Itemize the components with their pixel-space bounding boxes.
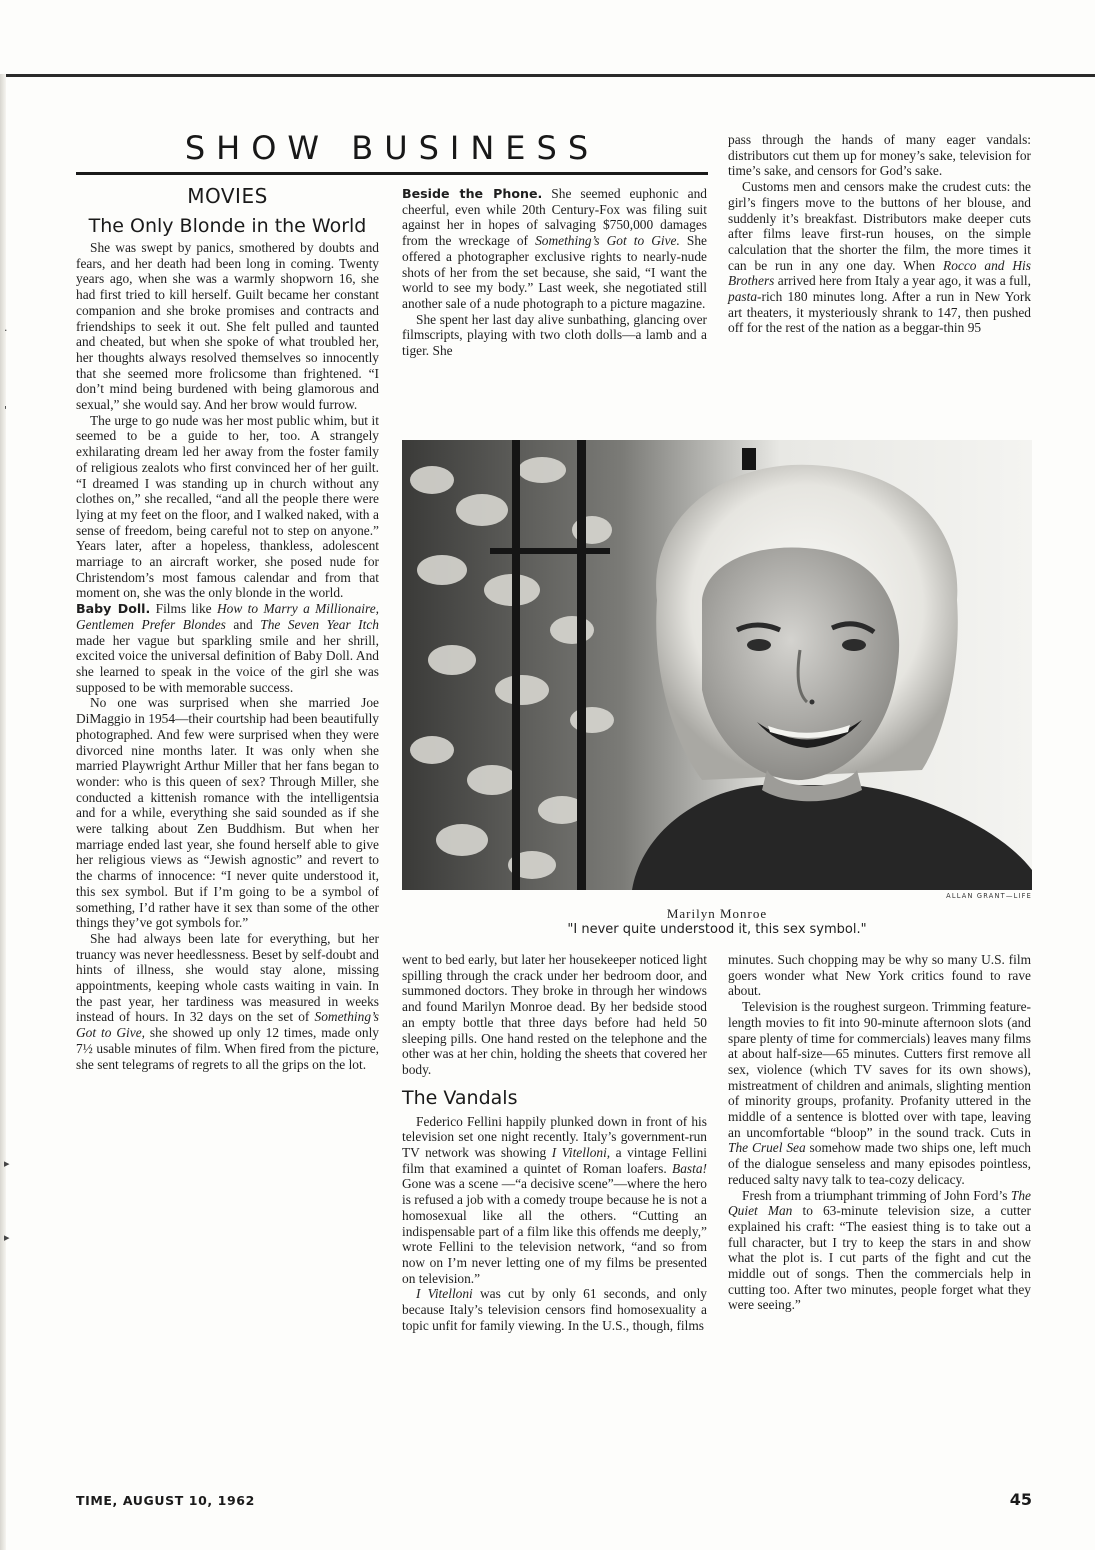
title-italic: How to Marry a Millionaire, Gentlemen Prefer Blondes bbox=[76, 601, 379, 632]
binding-mark: ' bbox=[4, 404, 8, 417]
subhead: Baby Doll. bbox=[76, 601, 151, 617]
binding-mark: . bbox=[4, 321, 8, 334]
title-italic: I Vitelloni, bbox=[551, 1145, 611, 1161]
text-run: and bbox=[225, 616, 261, 632]
text-run: -rich 180 minutes long. After a run in New York art theaters, it mysteriously shrank to 147, then pushed off for the rest of the nation as a beggar-thin 95 bbox=[728, 289, 1031, 336]
title-italic: The Seven Year Itch bbox=[260, 616, 379, 632]
article-headline: The Vandals bbox=[402, 1086, 518, 1109]
paragraph: The urge to go nude was her most public whim, but it seemed to be a guide to her, too. A strangely exhilarating dream led her away from the foster family of religious zealots who first convinced her of her guilt. “I dreamed I was standing up in church without any clothes on,” she recalled, “and all the people there were lying at my feet on the floor, and I walked naked, with a sense of freedom, being careful not to step on anyone.” Years later, after a hopeless, thankless, adolescent marriage to an aircraft worker, she posed nude for Christendom’s most famous calendar and from that moment on, she was the only blonde in the world. bbox=[76, 412, 379, 601]
text-run: Films like bbox=[150, 601, 217, 617]
paragraph bbox=[402, 186, 707, 312]
paragraph bbox=[402, 1286, 707, 1333]
paragraph bbox=[402, 1114, 707, 1287]
caption-name: Marilyn Monroe bbox=[666, 906, 768, 921]
paragraph bbox=[76, 601, 379, 695]
binding-mark: ▸ bbox=[4, 1231, 10, 1244]
column-2-top bbox=[402, 186, 707, 359]
italic-word: Basta! bbox=[672, 1160, 707, 1176]
monroe-photograph bbox=[402, 440, 1032, 890]
column-3-bottom bbox=[728, 952, 1031, 1313]
text-run: she showed up only 12 times, made only 7½ usable minutes of film. When fired from the picture, she sent telegrams of regrets to all the grips on the lot. bbox=[76, 1025, 379, 1072]
article-headline: The Only Blonde in the World bbox=[88, 215, 367, 237]
text-run: Customs men and censors make the crudest cuts: the girl’s fingers move to the buttons of her blouse, and suddenly it’s breakfast. Distributors make deeper cuts after films leave first-run houses, on the simple calculation that the shorter the film, the more times it can be run in any one day. When bbox=[728, 179, 1031, 273]
column-1 bbox=[76, 178, 379, 1072]
column-3-top bbox=[728, 132, 1031, 336]
paragraph: She spent her last day alive sunbathing, glancing over filmscripts, playing with two cloth dolls—a lamb and a tiger. She bbox=[402, 311, 707, 359]
binding-mark: ▸ bbox=[4, 1157, 10, 1170]
text-run: She offered a photographer exclusive rights to nearly-nude shots of her from the set because, she said, “I want the world to see my body.” Last week, she negotiated still another sale of a nude photograph to a picture magazine. bbox=[402, 233, 708, 311]
paragraph: No one was surprised when she married Joe DiMaggio in 1954—their courtship had been beautifully photographed. And few were surprised when they were divorced nine months later. It was only when she married Playwright Arthur Miller that her fans began to wonder: who is this queen of sex? Through Miller, she conducted a kittenish romance with the intelligentsia and for a while, everything she said sounded as if she were talking about Zen Buddhism. But when her marriage ended last year, she found herself able to give her religious views as “Jewish agnostic” and revert to the charms of innocence: “I never quite understood it, this sex symbol. But if I’m going to be a symbol of something, I’d rather have it sex than some of the other things they’ve got symbols for.” bbox=[76, 695, 379, 931]
italic-word: pasta bbox=[728, 289, 758, 305]
page-left-edge bbox=[0, 74, 6, 1550]
photo-credit: ALLAN GRANT—LIFE bbox=[946, 892, 1032, 900]
text-run: arrived here from Italy a year ago, it was a full, bbox=[774, 273, 1031, 289]
paragraph: pass through the hands of many eager vandals: distributors cut them up for money’s sake, television for time’s sake, and censors for God’s sake. bbox=[728, 132, 1031, 179]
section-title: SHOW BUSINESS bbox=[184, 129, 600, 167]
title-italic: Something’s Got to Give, bbox=[76, 1009, 379, 1041]
text-run: a vintage Fellini film that examined a quintet of Roman loafers. bbox=[402, 1145, 707, 1176]
footer-issue-date: TIME, AUGUST 10, 1962 bbox=[76, 1493, 255, 1508]
title-italic: Something’s Got to Give. bbox=[535, 233, 680, 249]
paragraph: She was swept by panics, smothered by doubts and fears, and her death had been long in coming. Twenty years ago, when she was a warmly shopworn 16, she had first tried to kill herself. Guilt became her constant companion and she broke promises and contracts and friendships to seek it out. She felt pulled and taunted and cheated, but when she spoke of what troubled her, her thoughts always resolved themselves so innocently that she seemed more frolicsome than frightened. “I don’t mind being burdened with being glamorous and sexual,” she would say. And her brow would furrow. bbox=[76, 240, 379, 413]
title-italic: Rocco and His Brothers bbox=[728, 257, 1031, 289]
text-run: Television is the roughest surgeon. Trimming feature-length movies to fit into 90-minute afternoon slots (and spare plenty of time for commercials) leaves many films at about half-size—65 minutes. Cutters first remove all sex, violence (which TV saves for its own shows), mistreatment of children and animals, slighting mention of minority groups, profanity. Profanity uttered in the middle of a sentence is blotted over with tape, leaving an uncomfortable “bloop” in the sound track. Cuts in bbox=[728, 999, 1031, 1140]
paragraph: went to bed early, but later her housekeeper noticed light spilling through the crack under her bedroom door, and summoned doctors. They broke in through her windows and found Marilyn Monroe dead. By her bedside stood an empty bottle that three days before had held 50 sleeping pills. One hand rested on the telephone and the other was at her chin, holding the sheets that covered her body. bbox=[402, 952, 707, 1077]
title-italic: I Vitelloni bbox=[416, 1286, 473, 1302]
paragraph bbox=[728, 1188, 1031, 1314]
top-rule bbox=[0, 74, 1095, 77]
text-run: to 63-minute television size, a cutter explained his craft: “The easiest thing is to take out a full character, but I try to keep the stars in and show what the plot is. I cut parts of the fight and cut the middle out of songs. Then the commercials help in cutting too. After two minutes, people forget what they were seeing.” bbox=[728, 1203, 1031, 1313]
photo-illustration bbox=[402, 440, 1032, 890]
text-run: was cut by only 61 seconds, and only because Italy’s television censors find homosexuality a topic unfit for family viewing. In the U.S., though, films bbox=[402, 1286, 707, 1333]
department-heading: MOVIES bbox=[187, 184, 268, 208]
text-run: made her vague but sparkling smile and her shrill, excited voice the universal definition of Baby Doll. And she learned to speak in the voice of the girl she was supposed to be with memorable success. bbox=[76, 632, 379, 695]
title-italic: The Cruel Sea bbox=[728, 1140, 806, 1156]
paragraph bbox=[76, 931, 379, 1072]
caption-quote: "I never quite understood it, this sex symbol." bbox=[567, 922, 867, 937]
text-run: Fresh from a triumphant trimming of John Ford’s bbox=[742, 1187, 1011, 1203]
section-rule bbox=[76, 172, 708, 175]
paragraph: minutes. Such chopping may be why so many U.S. film goers wonder what New York critics found to rave about. bbox=[728, 952, 1031, 999]
page-number: 45 bbox=[1009, 1490, 1032, 1509]
subhead: Beside the Phone. bbox=[402, 186, 543, 201]
text-run: Gone was a scene —“a decisive scene”—where the hero is refused a job with a comedy troupe because he is not a homosexual like all the others. “Cutting an indispensable part of a film like this offends me deeply,” wrote Fellini to the television network, “and so from now on I’m never letting one of my films be presented on television.” bbox=[402, 1176, 707, 1286]
column-2-bottom bbox=[402, 952, 707, 1333]
paragraph bbox=[728, 179, 1031, 336]
text-run: She seemed euphonic and cheerful, even while 20th Century-Fox was filing suit against her in hopes of salvaging $750,000 damages from the wreckage of bbox=[402, 186, 707, 249]
text-run: somehow made two ships one, left much of the dialogue senseless and many episodes pointless, reduced salty navy talk to tea-cozy delicacy. bbox=[728, 1140, 1031, 1187]
paragraph bbox=[728, 999, 1031, 1187]
text-run: Federico Fellini happily plunked down in front of his television set one night recently. Italy’s government-run TV network was showing bbox=[402, 1113, 707, 1161]
title-italic: The Quiet Man bbox=[728, 1187, 1031, 1219]
text-run: She had always been late for everything, but her truancy was never heedlessness. Beset by self-doubt and hints of illness, she would stay alone, missing appointments, keeping whole casts waiting in vain. In the past year, her tardiness was measured in weeks instead of hours. In 32 days on the set of bbox=[76, 930, 379, 1025]
